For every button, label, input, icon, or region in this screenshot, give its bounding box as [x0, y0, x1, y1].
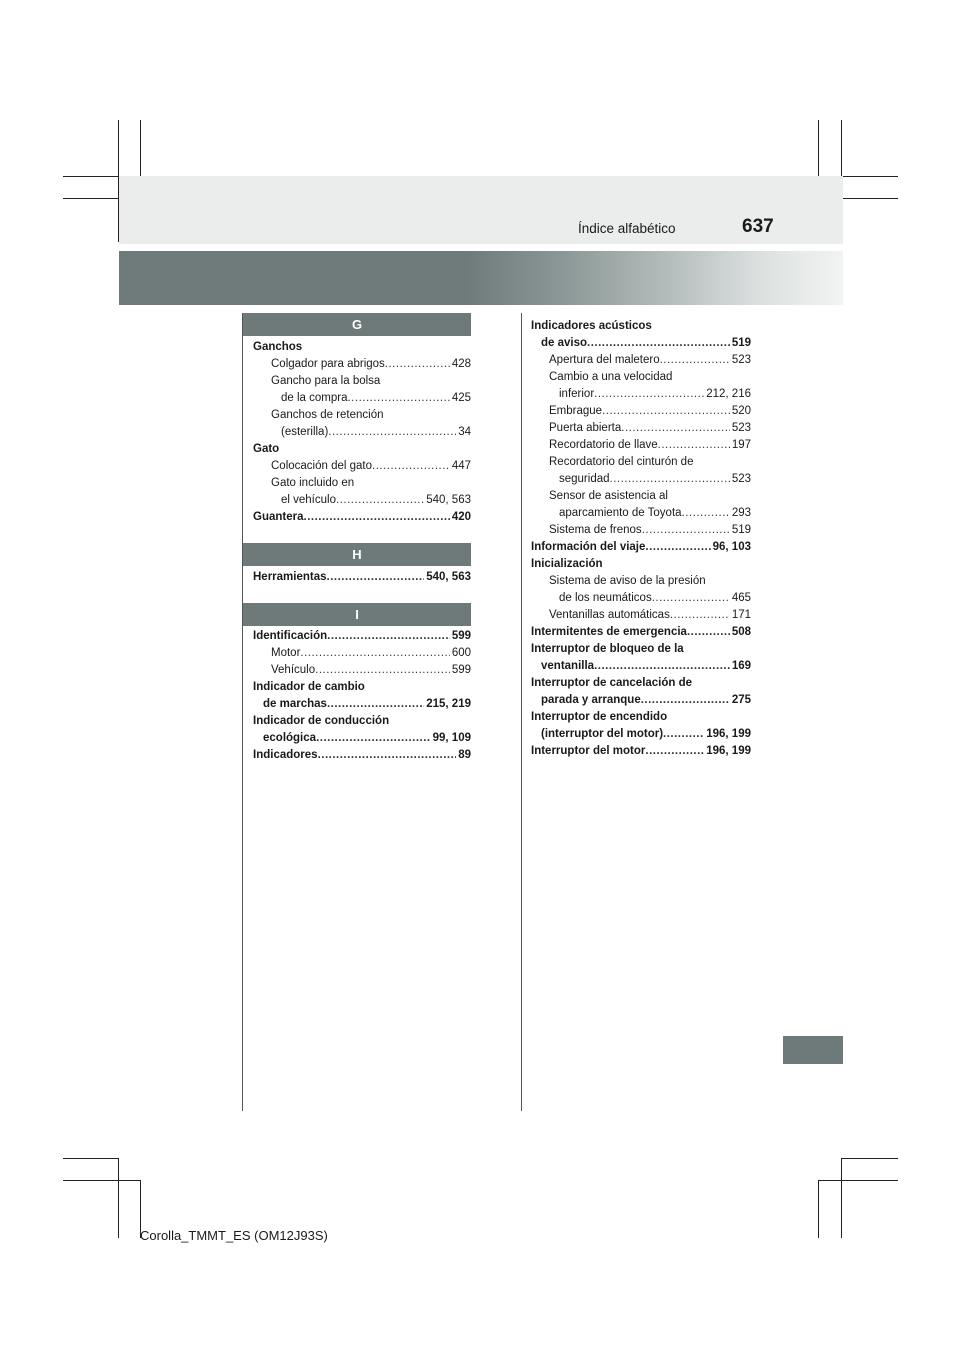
index-entry-text: Cambio a una velocidad	[549, 371, 673, 383]
index-entry-text: de los neumáticos	[559, 592, 652, 604]
index-entry	[531, 573, 751, 590]
index-entry-text: de marchas	[263, 698, 327, 710]
index-entry-text: (esterilla)	[281, 426, 329, 438]
dot-leader	[327, 569, 425, 586]
index-entry-text: parada y arranque	[541, 694, 641, 706]
crop-mark	[818, 1180, 898, 1181]
index-entry	[531, 556, 751, 573]
index-entry-text: el vehículo	[281, 494, 336, 506]
index-entry	[531, 726, 751, 743]
index-entry-page: 508	[731, 626, 751, 638]
index-entry	[253, 569, 471, 586]
index-entry	[253, 645, 471, 662]
index-entry	[531, 403, 751, 420]
index-entry	[531, 641, 751, 658]
index-entry-page: 293	[731, 507, 751, 519]
index-entry	[253, 356, 471, 373]
index-entry-text: ecológica	[263, 732, 317, 744]
index-entry	[531, 590, 751, 607]
index-entry-page: 196, 199	[706, 728, 751, 740]
index-side-tab	[783, 1036, 843, 1064]
index-entry	[253, 509, 471, 526]
index-entry-page: 215, 219	[426, 698, 471, 710]
index-entry	[531, 437, 751, 454]
index-entry-text: seguridad	[559, 473, 610, 485]
dot-leader	[602, 403, 730, 420]
index-entry-page: 465	[731, 592, 751, 604]
index-entry	[531, 607, 751, 624]
index-entry-text: Recordatorio de llave	[549, 439, 658, 451]
dot-leader	[645, 743, 704, 760]
index-entry-text: Ganchos de retención	[271, 409, 384, 421]
index-entry-page: 520	[731, 405, 751, 417]
index-entry	[253, 407, 471, 424]
dot-leader	[670, 607, 730, 624]
dot-leader	[328, 424, 456, 441]
index-entry-text: Ganchos	[253, 341, 303, 353]
index-list-h	[253, 569, 471, 586]
index-entry-text: Interruptor de cancelación de	[531, 677, 693, 689]
dot-leader	[652, 590, 730, 607]
crop-mark	[841, 1158, 898, 1159]
dot-leader	[304, 509, 450, 526]
index-entry	[253, 441, 471, 458]
index-entry-page: 599	[451, 664, 471, 676]
index-entry-text: Interruptor del motor	[531, 745, 646, 757]
index-entry-page: 275	[731, 694, 751, 706]
index-entry-text: Puerta abierta	[549, 422, 622, 434]
index-entry-text: Guantera	[253, 511, 304, 523]
index-entry	[253, 628, 471, 645]
dot-leader	[327, 628, 450, 645]
index-entry	[531, 318, 751, 335]
index-entry	[531, 505, 751, 522]
dot-leader	[315, 662, 450, 679]
index-entry	[531, 386, 751, 403]
index-entry-text: Intermitentes de emergencia	[531, 626, 687, 638]
dot-leader	[587, 335, 730, 352]
crop-mark	[841, 198, 898, 199]
index-entry	[253, 679, 471, 696]
dot-leader	[663, 726, 704, 743]
index-entry-page: 540, 563	[426, 494, 471, 506]
header-band	[119, 176, 843, 244]
dot-leader	[385, 356, 450, 373]
index-entry-text: aparcamiento de Toyota	[559, 507, 682, 519]
index-entry-page: 425	[451, 392, 471, 404]
index-entry-page: 99, 109	[432, 732, 471, 744]
index-entry	[531, 658, 751, 675]
index-entry-text: Interruptor de bloqueo de la	[531, 643, 684, 655]
index-entry-text: ventanilla	[541, 660, 595, 672]
index-entry	[531, 488, 751, 505]
index-list-right	[531, 318, 751, 760]
index-entry	[531, 454, 751, 471]
index-entry-text: Gato	[253, 443, 280, 455]
crop-mark	[63, 1180, 141, 1181]
index-entry	[531, 709, 751, 726]
dot-leader	[658, 437, 730, 454]
crop-mark	[841, 1158, 842, 1238]
page-title: Índice alfabético	[578, 221, 676, 236]
index-entry-page: 523	[731, 473, 751, 485]
index-entry-text: Gato incluido en	[271, 477, 355, 489]
section-header-g: G	[243, 313, 471, 336]
page-number: 637	[742, 216, 774, 237]
index-entry-text: Indicadores acústicos	[531, 320, 652, 332]
index-entry	[253, 458, 471, 475]
index-entry-page: 171	[731, 609, 751, 621]
dot-leader	[316, 730, 431, 747]
index-entry	[531, 522, 751, 539]
dot-leader	[642, 522, 730, 539]
index-entry-page: 428	[451, 358, 471, 370]
index-entry	[253, 373, 471, 390]
index-entry	[253, 492, 471, 509]
dot-leader	[318, 747, 457, 764]
dot-leader	[300, 645, 449, 662]
index-entry-text: (interruptor del motor)	[541, 728, 664, 740]
index-entry-page: 169	[731, 660, 751, 672]
index-entry-text: Gancho para la bolsa	[271, 375, 381, 387]
dot-leader	[687, 624, 730, 641]
index-entry	[531, 692, 751, 709]
index-entry-text: de aviso	[541, 337, 588, 349]
index-entry-page: 96, 103	[712, 541, 751, 553]
index-entry-text: inferior	[559, 388, 595, 400]
index-entry	[253, 747, 471, 764]
index-entry-text: Herramientas	[253, 571, 327, 583]
footer-doc-code: Corolla_TMMT_ES (OM12J93S)	[140, 1228, 328, 1243]
index-entry-text: Indicador de cambio	[253, 681, 365, 693]
dot-leader	[594, 386, 704, 403]
section-header-i: I	[243, 603, 471, 626]
index-entry-text: Ventanillas automáticas	[549, 609, 670, 621]
index-entry-text: Motor	[271, 647, 301, 659]
index-entry	[531, 420, 751, 437]
index-entry-text: Información del viaje	[531, 541, 646, 553]
dot-leader	[660, 352, 730, 369]
dot-leader	[372, 458, 450, 475]
dot-leader	[621, 420, 730, 437]
dot-leader	[641, 692, 730, 709]
index-entry-text: Apertura del maletero	[549, 354, 660, 366]
index-entry-text: Vehículo	[271, 664, 316, 676]
index-entry	[531, 539, 751, 556]
index-entry-text: Colgador para abrigos	[271, 358, 385, 370]
index-list-g	[253, 339, 471, 526]
index-entry	[253, 390, 471, 407]
crop-mark	[818, 1180, 819, 1238]
index-entry	[253, 730, 471, 747]
index-entry	[531, 352, 751, 369]
index-entry-text: Indicador de conducción	[253, 715, 390, 727]
index-entry-text: Recordatorio del cinturón de	[549, 456, 694, 468]
dot-leader	[594, 658, 730, 675]
crop-mark	[63, 1158, 119, 1159]
index-entry-page: 600	[451, 647, 471, 659]
dot-leader	[336, 492, 424, 509]
index-entry	[531, 369, 751, 386]
column-rule-right	[521, 313, 522, 1111]
index-entry-page: 519	[731, 524, 751, 536]
crop-mark	[118, 1158, 119, 1238]
index-entry	[253, 339, 471, 356]
index-entry	[253, 713, 471, 730]
index-entry-page: 89	[458, 749, 471, 761]
index-entry-page: 447	[451, 460, 471, 472]
index-entry-page: 212, 216	[706, 388, 751, 400]
index-entry-page: 196, 199	[706, 745, 751, 757]
header-gradient-bar	[119, 251, 843, 305]
index-entry	[253, 662, 471, 679]
index-entry-text: Colocación del gato	[271, 460, 373, 472]
index-entry-text: Sistema de frenos	[549, 524, 642, 536]
index-list-i	[253, 628, 471, 764]
index-entry	[253, 696, 471, 713]
index-entry-page: 523	[731, 422, 751, 434]
index-entry	[531, 675, 751, 692]
index-entry-page: 540, 563	[426, 571, 471, 583]
index-entry-page: 599	[451, 630, 471, 642]
dot-leader	[347, 390, 449, 407]
index-entry-page: 420	[451, 511, 471, 523]
index-entry	[531, 624, 751, 641]
index-entry	[253, 424, 471, 441]
index-entry-page: 523	[731, 354, 751, 366]
index-entry-page: 197	[731, 439, 751, 451]
index-entry-text: Sistema de aviso de la presión	[549, 575, 706, 587]
index-entry-text: Interruptor de encendido	[531, 711, 668, 723]
index-entry-page: 519	[731, 337, 751, 349]
index-entry	[531, 471, 751, 488]
dot-leader	[682, 505, 730, 522]
index-entry-text: Indicadores	[253, 749, 318, 761]
index-entry-text: Sensor de asistencia al	[549, 490, 668, 502]
index-entry-text: Embrague	[549, 405, 603, 417]
column-rule-left	[242, 313, 243, 1111]
index-entry-text: de la compra	[281, 392, 348, 404]
dot-leader	[610, 471, 730, 488]
index-entry	[531, 743, 751, 760]
crop-mark	[63, 198, 119, 199]
index-entry	[531, 335, 751, 352]
index-entry-text: Inicialización	[531, 558, 603, 570]
index-entry-text: Identificación	[253, 630, 328, 642]
section-header-h: H	[243, 543, 471, 566]
index-entry	[253, 475, 471, 492]
dot-leader	[645, 539, 710, 556]
index-entry-page: 34	[458, 426, 471, 438]
dot-leader	[327, 696, 424, 713]
